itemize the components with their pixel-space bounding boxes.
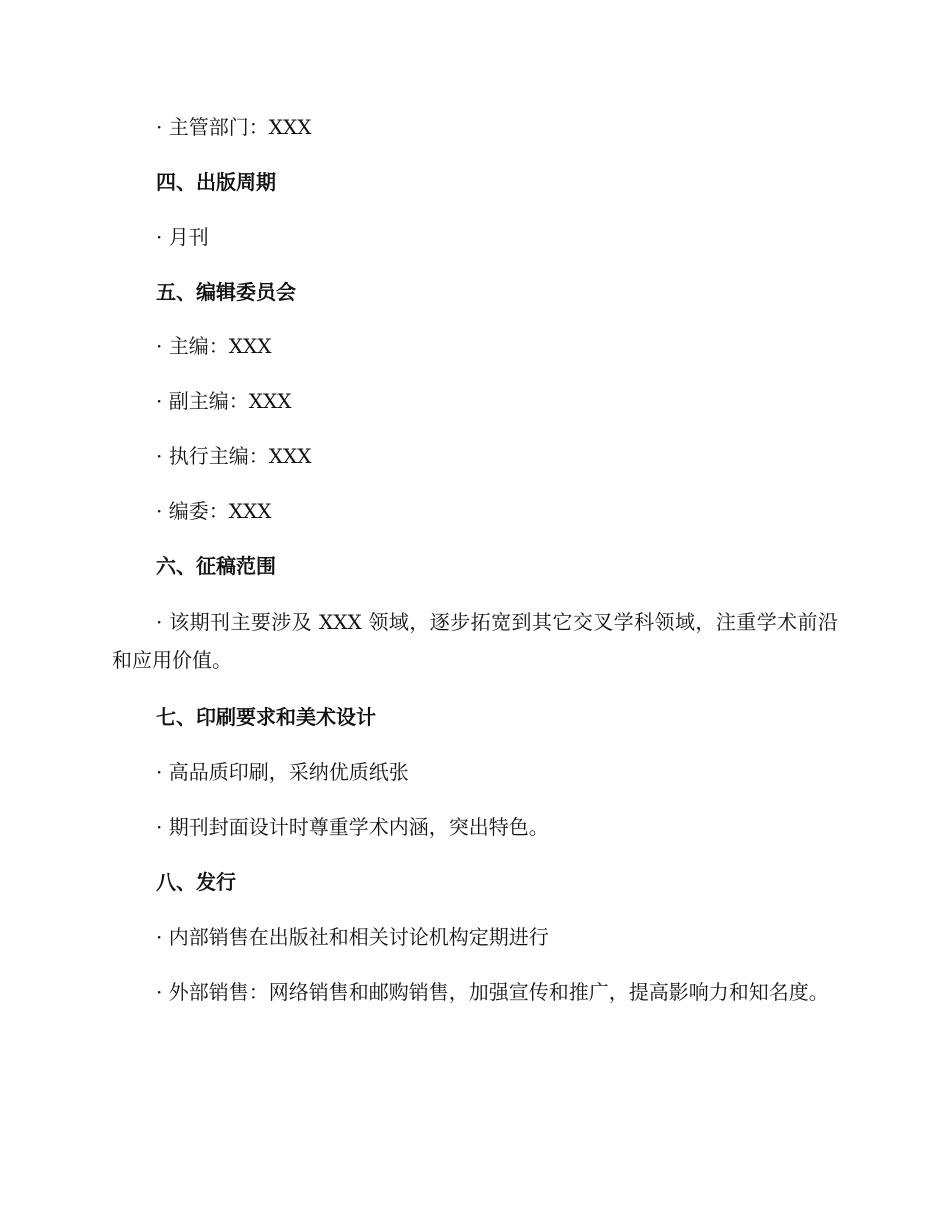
- section-heading-publication-cycle: 四、出版周期: [156, 170, 276, 194]
- paragraph-scope-description: · 该期刊主要涉及 XXX 领域，逐步拓宽到其它交叉学科领域，注重学术前沿和应用价值。: [112, 610, 838, 672]
- item-cover-design: · 期刊封面设计时尊重学术内涵，突出特色。: [156, 815, 549, 839]
- item-executive-editor: · 执行主编：XXX: [156, 444, 312, 468]
- item-monthly: · 月刊: [156, 225, 209, 249]
- item-editorial-member: · 编委：XXX: [156, 499, 272, 523]
- item-printing-quality: · 高品质印刷，采纳优质纸张: [156, 760, 409, 784]
- item-supervising-department: · 主管部门：XXX: [156, 115, 312, 139]
- section-heading-submission-scope: 六、征稿范围: [156, 554, 276, 578]
- section-heading-distribution: 八、发行: [156, 870, 236, 894]
- paragraph-external-sales: · 外部销售：网络销售和邮购销售，加强宣传和推广，提高影响力和知名度。: [156, 980, 829, 1004]
- item-internal-sales: · 内部销售在出版社和相关讨论机构定期进行: [156, 925, 549, 949]
- item-deputy-editor: · 副主编：XXX: [156, 389, 292, 413]
- section-heading-printing-design: 七、印刷要求和美术设计: [156, 705, 376, 729]
- section-heading-editorial-board: 五、编辑委员会: [156, 280, 296, 304]
- item-chief-editor: · 主编：XXX: [156, 334, 272, 358]
